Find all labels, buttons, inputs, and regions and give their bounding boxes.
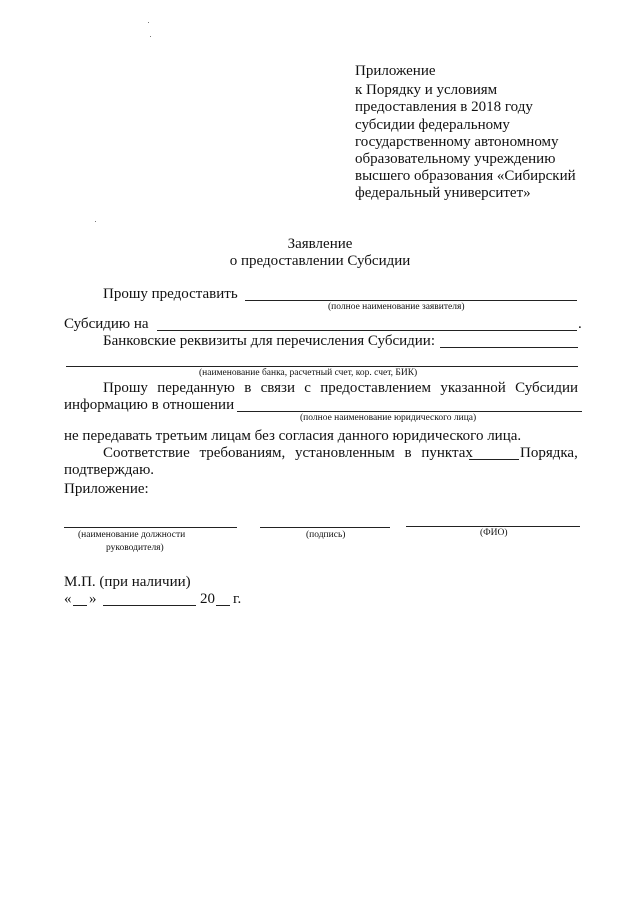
appendix-line: федеральный университет» (355, 185, 531, 201)
legal-entity-field-line[interactable] (237, 411, 582, 412)
position-caption-2: руководителя) (106, 543, 164, 553)
appendix-line: Приложение (355, 63, 436, 79)
scan-speck (150, 36, 151, 37)
bank-details-caption: (наименование банка, расчетный счет, кор. счет, БИК) (199, 368, 418, 378)
compliance-text-end: Порядка, (520, 445, 578, 461)
compliance-confirm: подтверждаю. (64, 462, 155, 478)
month-field-line[interactable] (103, 605, 196, 606)
applicant-name-field-line[interactable] (245, 300, 577, 301)
position-caption: (наименование должности (78, 530, 186, 540)
stamp-label: М.П. (при наличии) (64, 574, 191, 590)
day-field-line[interactable] (73, 605, 87, 606)
full-name-caption: (ФИО) (480, 528, 508, 538)
year-field-line[interactable] (216, 605, 230, 606)
attachment-label: Приложение: (64, 481, 149, 497)
compliance-text: Соответствие требованиям, установленным в пунктах (103, 445, 473, 461)
appendix-line: высшего образования «Сибирский (355, 168, 576, 184)
signature-caption: (подпись) (306, 530, 346, 540)
position-field-line[interactable] (64, 527, 237, 528)
appendix-line: к Порядку и условиям (355, 82, 498, 98)
appendix-line: предоставления в 2018 году (355, 99, 533, 115)
bank-details-field-line-2[interactable] (66, 366, 578, 367)
subsidy-purpose-field-line[interactable] (157, 330, 577, 331)
subsidy-for-text: Субсидию на (64, 316, 149, 332)
year-suffix: г. (233, 591, 242, 607)
legal-entity-caption: (полное наименование юридического лица) (300, 413, 477, 423)
appendix-line: государственному автономному (355, 134, 559, 150)
request-text: Прошу предоставить (103, 286, 238, 302)
appendix-line: субсидии федеральному (355, 117, 510, 133)
appendix-line: образовательному учреждению (355, 151, 556, 167)
scan-speck (95, 221, 96, 222)
info-paragraph-line1: Прошу переданную в связи с предоставлением указанной Субсидии (103, 380, 578, 396)
signature-field-line[interactable] (260, 527, 390, 528)
date-open-quote: « (64, 591, 72, 607)
document-subtitle: о предоставлении Субсидии (229, 253, 411, 269)
info-line3: не передавать третьим лицам без согласия данного юридического лица. (64, 428, 522, 444)
document-title: Заявление (287, 236, 353, 252)
date-close-quote: » (89, 591, 97, 607)
subsidy-for-end: . (578, 316, 582, 332)
scan-speck (148, 22, 149, 23)
points-field-line[interactable] (469, 459, 519, 460)
full-name-field-line[interactable] (406, 526, 580, 527)
bank-details-field-line[interactable] (440, 347, 578, 348)
info-line2: информацию в отношении (64, 397, 235, 413)
bank-details-text: Банковские реквизиты для перечисления Субсидии: (103, 333, 436, 349)
applicant-name-caption: (полное наименование заявителя) (328, 302, 465, 312)
year-prefix: 20 (200, 591, 215, 607)
